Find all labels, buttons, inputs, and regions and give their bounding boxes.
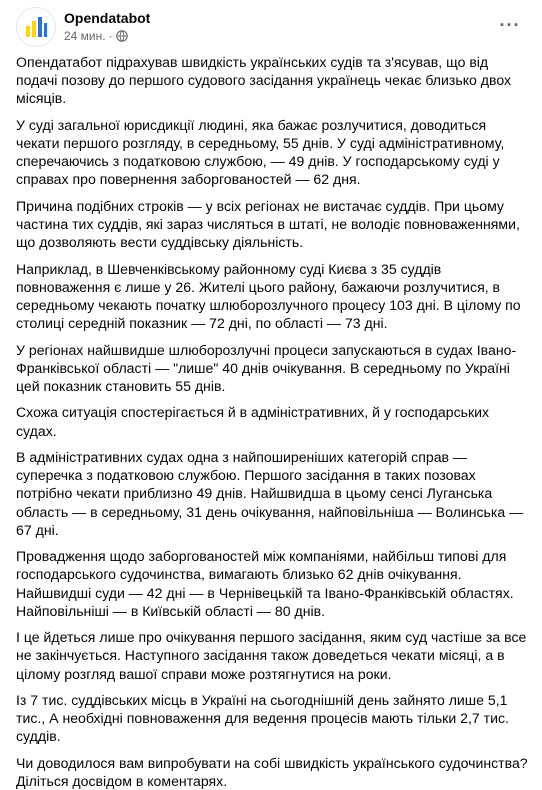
post-paragraph: У регіонах найшвидше шлюборозлучні процеси запускаються в судах Івано-Франківської області — "лише" 40 днів очікування. В середньому по Україні цей показник становить 55 днів.: [16, 341, 517, 394]
separator-dot: ·: [108, 29, 113, 43]
post-timestamp[interactable]: 24 мин.: [64, 29, 106, 43]
opendatabot-logo-icon: [23, 14, 49, 40]
post-paragraph: Причина подібних строків — у всіх регіонах не вистачає суддів. При цьому частина тих суддів, які зараз числяться в штаті, не володіє повноваженнями, що дозволяють вести суддівську діяльність.: [16, 197, 520, 251]
post-paragraph: У суді загальної юрисдикції людині, яка бажає розлучитися, доводиться чекати першого розгляду, в середньому, 55 днів. У суді адміністративному, сперечаючись з податковою службою, — 49 днів. У господарському суді у справах про повернення заборгованостей — 62 дня.: [16, 116, 505, 188]
post-body: [16, 53, 532, 790]
post-paragraph: Схожа ситуація спостерігається й в адміністративних, й у господарських судах.: [16, 404, 490, 439]
post-paragraph: І це йдеться лише про очікування першого засідання, яким суд частіше за все не закінчується. Наступного засідання також доведеться чекати місяці, а в цілому розгляд вашої справи може розтягнутися на роки.: [16, 629, 527, 682]
post-paragraph: Опендатабот підрахував швидкість українських судів та з'ясував, що від подачі позову до першого судового засідання українець чекає близько двох місяців.: [16, 54, 512, 107]
post-paragraph: Чи доводилося вам випробувати на собі швидкість українського судочинства? Діліться досвідом в коментарях.: [16, 754, 528, 789]
more-options-button[interactable]: ···: [499, 14, 521, 35]
post-paragraph: Наприклад, в Шевченківському районному суді Києва з 35 суддів повноваження є лише у 26. Жителі цього району, бажаючи розлучитися, в середньому чекають початку шлюборозлучного процесу 103 дні. В цілому по столиці середній показник — 72 дні, по області — 73 дні.: [16, 260, 521, 332]
post-meta: [64, 10, 150, 44]
post-paragraph: Провадження щодо заборгованостей між компаніями, найбільш типові для господарського судочинства, вимагають близько 62 днів очікування. Найшвидші суди — 42 дні — в Чернівецькій та Івано-Франківській областях. Найповільніші — в Київській області — 80 днів.: [16, 548, 514, 619]
page-avatar[interactable]: [16, 7, 56, 47]
page-name-link[interactable]: Opendatabot: [64, 10, 151, 26]
post-subline: [64, 28, 150, 44]
post-header: [16, 7, 530, 47]
post-paragraph: В адміністративних судах одна з найпоширеніших категорій справ — суперечка з податковою службою. Першого засідання в таких позовах потрібно чекати приблизно 49 днів. Найшвидша в цьому сенсі Луганська область — в середньому, 31 день очікування, найповільніша — Волинська — 67 дні.: [16, 448, 524, 538]
post-paragraph: Із 7 тис. суддівських місць в Україні на сьогоднішній день зайнято лише 5,1 тис., А необхідні повноваження для ведення процесів мають тільки 2,7 тис. суддів.: [16, 691, 509, 745]
globe-icon: [116, 30, 128, 42]
